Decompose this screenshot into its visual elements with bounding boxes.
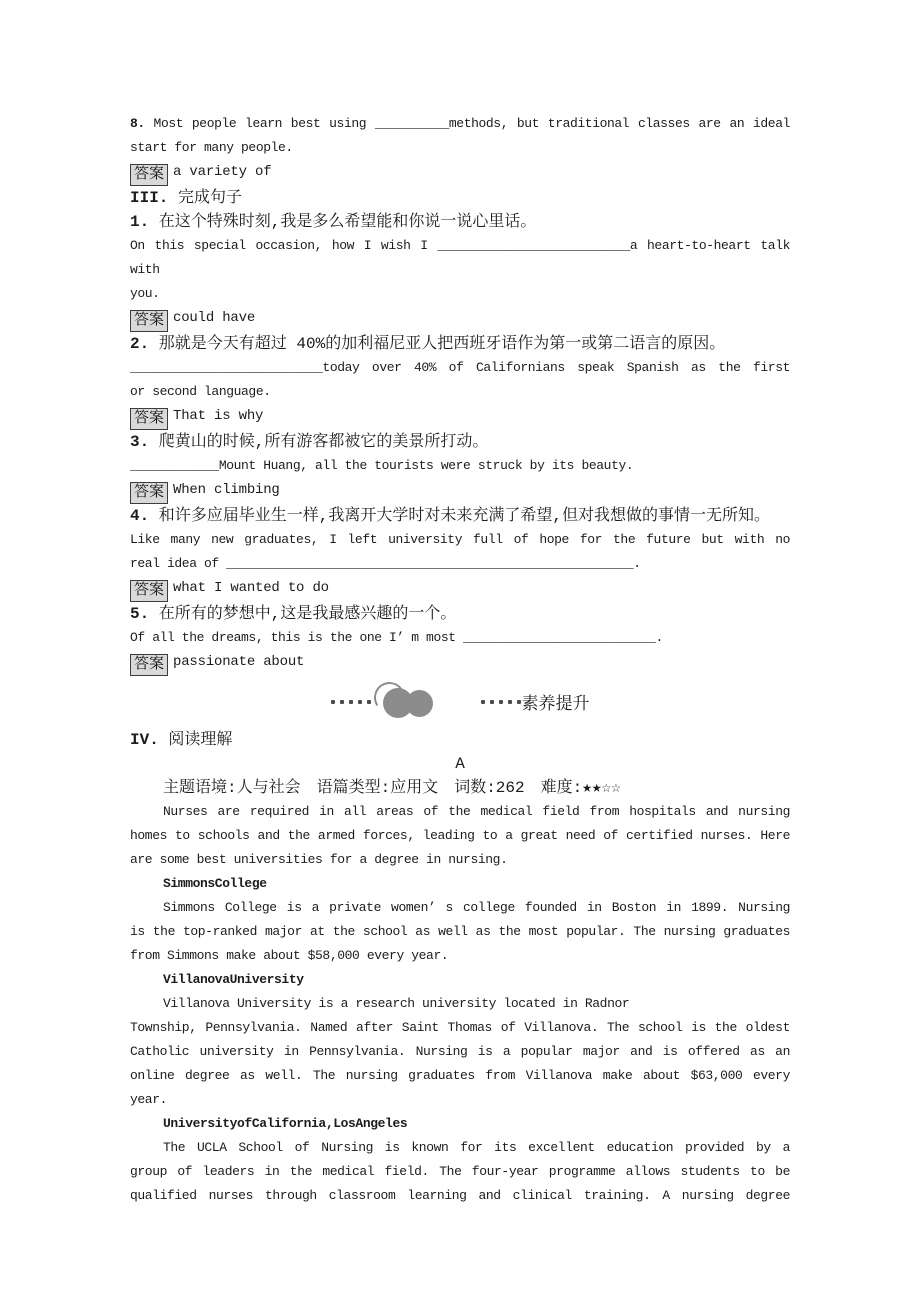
line-text: 爬黄山的时候,所有游客都被它的美景所打动。 xyxy=(149,433,489,451)
text-line xyxy=(130,356,790,380)
line-text: 在这个特殊时刻,我是多么希望能和你说一说心里话。 xyxy=(149,213,537,231)
text-line xyxy=(130,896,790,920)
line-text: start for many people. xyxy=(130,140,293,155)
answer-box: 答案 xyxy=(130,482,168,504)
line-text: real idea of _______________________________________________________. xyxy=(130,556,641,571)
line-text: from Simmons make about $58,000 every year. xyxy=(130,948,449,963)
text-line xyxy=(130,944,790,968)
text-line xyxy=(130,1136,790,1160)
text-line xyxy=(130,454,790,478)
line-text: you. xyxy=(130,286,160,301)
dot-icon xyxy=(490,700,494,704)
line-text: qualified nurses through classroom learning and clinical training. A nursing degree xyxy=(130,1188,790,1203)
subheading-line xyxy=(130,968,790,992)
answer-line xyxy=(130,306,790,332)
text-line xyxy=(130,234,790,282)
item-number: 2. xyxy=(130,335,150,353)
line-text: A xyxy=(455,755,465,773)
line-text: homes to schools and the armed forces, leading to a great need of certified nurses. Here xyxy=(130,828,790,843)
line-text: are some best universities for a degree in nursing. xyxy=(130,852,508,867)
text-line xyxy=(130,992,790,1016)
line-text: online degree as well. The nursing graduates from Villanova make about $63,000 every xyxy=(130,1068,790,1083)
text-line xyxy=(130,282,790,306)
line-text: ____________Mount Huang, all the tourists were struck by its beauty. xyxy=(130,458,634,473)
dot-icon xyxy=(367,700,371,704)
line-text: Nurses are required in all areas of the medical field from hospitals and nursing xyxy=(163,804,790,819)
text-line xyxy=(130,332,790,356)
text-line xyxy=(130,1088,790,1112)
line-text: 完成句子 xyxy=(168,189,243,207)
text-line xyxy=(130,848,790,872)
line-text: 主题语境:人与社会 语篇类型:应用文 词数:262 难度:★★☆☆ xyxy=(163,779,621,797)
answer-text: passionate about xyxy=(173,654,305,670)
line-text: Catholic university in Pennsylvania. Nursing is a popular major and is offered as an xyxy=(130,1044,790,1059)
answer-box: 答案 xyxy=(130,654,168,676)
answer-line xyxy=(130,478,790,504)
overlapping-circles-icon xyxy=(383,686,441,718)
dot-icon xyxy=(517,700,521,704)
item-number: 1. xyxy=(130,213,150,231)
answer-text: When climbing xyxy=(173,482,280,498)
answer-line xyxy=(130,650,790,676)
line-text: is the top-ranked major at the school as well as the most popular. The nursing graduates xyxy=(130,924,790,939)
text-line xyxy=(130,552,790,576)
line-text: 阅读理解 xyxy=(158,731,233,749)
line-text: Township, Pennsylvania. Named after Saint Thomas of Villanova. The school is the oldest xyxy=(130,1020,790,1035)
text-line xyxy=(130,528,790,552)
line-text: Villanova University is a research university located in Radnor xyxy=(163,996,630,1011)
answer-box: 答案 xyxy=(130,580,168,602)
text-line xyxy=(130,186,790,210)
answer-text: could have xyxy=(173,310,256,326)
text-line xyxy=(130,430,790,454)
line-text: or second language. xyxy=(130,384,271,399)
text-line xyxy=(130,210,790,234)
item-number: 5. xyxy=(130,605,150,623)
answer-line xyxy=(130,160,790,186)
line-text: group of leaders in the medical field. The four-year programme allows students to be xyxy=(130,1164,790,1179)
line-text: VillanovaUniversity xyxy=(163,972,304,987)
passage-label xyxy=(130,752,790,776)
text-line xyxy=(130,800,790,824)
line-text: 那就是今天有超过 40%的加利福尼亚人把西班牙语作为第一或第二语言的原因。 xyxy=(149,335,726,353)
line-text: Simmons College is a private women’ s college founded in Boston in 1899. Nursing xyxy=(163,900,790,915)
answer-box: 答案 xyxy=(130,164,168,186)
dot-icon xyxy=(481,700,485,704)
text-line xyxy=(130,1184,790,1208)
subheading-line xyxy=(130,1112,790,1136)
dot-icon xyxy=(508,700,512,704)
line-text: 在所有的梦想中,这是我最感兴趣的一个。 xyxy=(149,605,457,623)
dot-icon xyxy=(358,700,362,704)
section-divider xyxy=(130,676,790,728)
text-line xyxy=(130,504,790,528)
text-line xyxy=(130,728,790,752)
document-lines xyxy=(130,112,790,1208)
answer-text: That is why xyxy=(173,408,264,424)
line-text: On this special occasion, how I wish I __________________________a heart-to-heart talk with xyxy=(130,238,790,277)
text-line xyxy=(130,136,790,160)
answer-box: 答案 xyxy=(130,310,168,332)
line-text: The UCLA School of Nursing is known for its excellent education provided by a xyxy=(163,1140,790,1155)
circle-icon xyxy=(406,690,433,717)
line-text: year. xyxy=(130,1092,168,1107)
line-text: UniversityofCalifornia,LosAngeles xyxy=(163,1116,408,1131)
line-text: Most people learn best using __________methods, but traditional classes are an ideal xyxy=(144,116,790,131)
text-line xyxy=(130,602,790,626)
text-line xyxy=(130,920,790,944)
dot-icon xyxy=(499,700,503,704)
text-line xyxy=(130,380,790,404)
divider-label: 素养提升 xyxy=(521,696,590,715)
answer-text: a variety of xyxy=(173,164,272,180)
item-number: IV. xyxy=(130,731,159,749)
divider-dots-left xyxy=(331,700,371,704)
text-line xyxy=(130,824,790,848)
dot-icon xyxy=(349,700,353,704)
text-line xyxy=(130,1016,790,1040)
text-line xyxy=(130,626,790,650)
text-line xyxy=(130,1040,790,1064)
item-number: 3. xyxy=(130,433,150,451)
answer-line xyxy=(130,404,790,430)
text-line xyxy=(130,112,790,136)
answer-box: 答案 xyxy=(130,408,168,430)
text-line xyxy=(130,1064,790,1088)
text-line xyxy=(130,776,790,800)
text-line xyxy=(130,1160,790,1184)
dot-icon xyxy=(340,700,344,704)
line-text: SimmonsCollege xyxy=(163,876,267,891)
line-text: 和许多应届毕业生一样,我离开大学时对未来充满了希望,但对我想做的事情一无所知。 xyxy=(149,507,771,525)
item-number: 4. xyxy=(130,507,150,525)
line-text: __________________________today over 40% of Californians speak Spanish as the first xyxy=(130,360,790,375)
answer-text: what I wanted to do xyxy=(173,580,329,596)
divider-dots-right xyxy=(481,700,521,704)
item-number: 8. xyxy=(130,116,145,131)
line-text: Of all the dreams, this is the one I’ m most __________________________. xyxy=(130,630,663,645)
subheading-line xyxy=(130,872,790,896)
item-number: III. xyxy=(130,189,169,207)
line-text: Like many new graduates, I left university full of hope for the future but with no xyxy=(130,532,790,547)
answer-line xyxy=(130,576,790,602)
dot-icon xyxy=(331,700,335,704)
